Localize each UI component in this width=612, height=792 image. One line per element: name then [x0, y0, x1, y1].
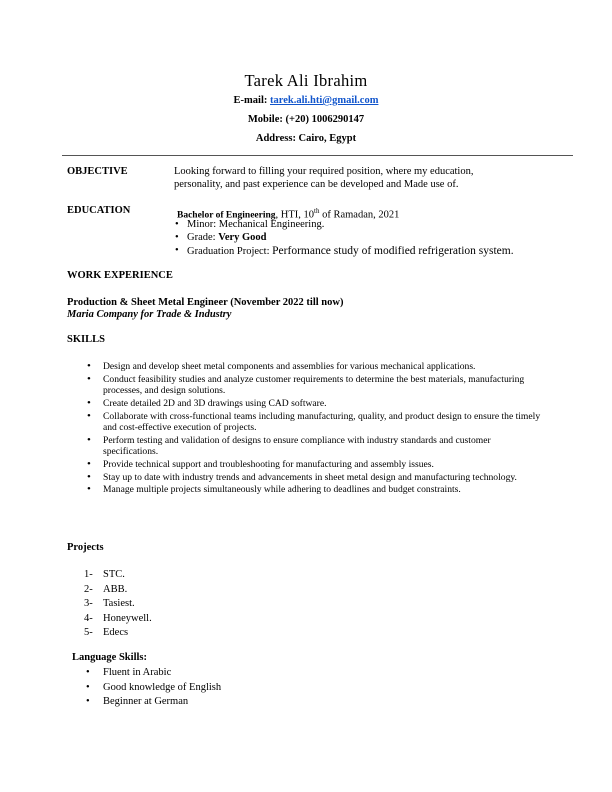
- languages-heading: Language Skills:: [72, 652, 147, 663]
- project-name: STC.: [103, 569, 125, 580]
- project-number: 5-: [84, 627, 93, 639]
- project-item: [84, 626, 152, 641]
- project-name: Tasiest.: [103, 598, 135, 610]
- education-heading: EDUCATION: [67, 205, 131, 216]
- grade-value: Very Good: [218, 231, 267, 243]
- project-item: [84, 568, 152, 583]
- project-item: [84, 597, 152, 612]
- project-item: [84, 612, 152, 627]
- job-title: Production & Sheet Metal Engineer (November 2022 till now): [67, 297, 344, 308]
- language-item: • Beginner at German: [86, 695, 221, 710]
- skill-item: • Perform testing and validation of designs to ensure compliance with industry standards and customer specifications.: [84, 435, 544, 458]
- project-item: [84, 583, 152, 598]
- education-minor: • Minor: Mechanical Engineering.: [175, 219, 514, 232]
- project-number: 4-: [84, 612, 93, 624]
- project-title: Performance study of modified refrigeration system.: [272, 245, 514, 257]
- header-divider: [62, 155, 573, 156]
- skill-item: • Provide technical support and troubleshooting for manufacturing and assembly issues.: [84, 459, 544, 470]
- objective-text: [174, 166, 554, 191]
- objective-line-2: personality, and past experience can be developed and Made use of.: [174, 178, 459, 190]
- skill-item: • Design and develop sheet metal components and assemblies for various mechanical applications.: [84, 361, 544, 372]
- email-label: E-mail:: [233, 95, 268, 106]
- skills-list: [84, 361, 544, 497]
- company-name: Maria Company for Trade & Industry: [67, 309, 232, 320]
- project-name: ABB.: [103, 583, 128, 595]
- project-name: Honeywell.: [103, 612, 152, 624]
- skills-heading: SKILLS: [67, 334, 105, 345]
- work-heading: WORK EXPERIENCE: [67, 270, 173, 281]
- projects-list: [84, 568, 152, 641]
- skill-item: • Stay up to date with industry trends and advancements in sheet metal design and manufacturing technology.: [84, 472, 544, 483]
- project-label: Graduation Project:: [187, 246, 273, 257]
- objective-line-1: Looking forward to filling your required position, where my education,: [174, 166, 474, 177]
- institution-suffix: of Ramadan, 2021: [319, 209, 400, 221]
- project-number: 2-: [84, 583, 93, 595]
- candidate-name: Tarek Ali Ibrahim: [244, 71, 368, 90]
- project-number: 3-: [84, 598, 93, 610]
- grade-label: Grade:: [187, 231, 219, 243]
- projects-heading: Projects: [67, 542, 104, 553]
- education-project: [175, 244, 514, 260]
- mobile-line: Mobile: (+20) 1006290147: [247, 114, 365, 125]
- languages-list: [86, 666, 221, 710]
- email-link[interactable]: tarek.ali.hti@gmail.com: [270, 95, 379, 106]
- institution-prefix: , HTI, 10: [275, 209, 315, 221]
- objective-heading: OBJECTIVE: [67, 166, 128, 177]
- email-line: [0, 95, 612, 106]
- address-line: Address: Cairo, Egypt: [255, 133, 357, 144]
- date-superscript: th: [314, 207, 320, 215]
- skill-item: • Collaborate with cross-functional teams including manufacturing, quality, and product design to ensure the timely and cost-effective execution of projects.: [84, 411, 544, 434]
- project-name: Edecs: [103, 627, 129, 639]
- language-item: • Good knowledge of English: [86, 681, 221, 696]
- project-number: 1-: [84, 569, 93, 580]
- language-item: • Fluent in Arabic: [86, 666, 221, 681]
- skill-item: • Manage multiple projects simultaneously while adhering to deadlines and budget constraints.: [84, 484, 544, 495]
- education-grade: [175, 232, 514, 245]
- skill-item: • Create detailed 2D and 3D drawings using CAD software.: [84, 398, 544, 409]
- education-details: [175, 219, 514, 260]
- skill-item: • Conduct feasibility studies and analyze customer requirements to determine the best materials, manufacturing processes, and design solutions.: [84, 374, 544, 397]
- degree-name: Bachelor of Engineering: [177, 210, 276, 221]
